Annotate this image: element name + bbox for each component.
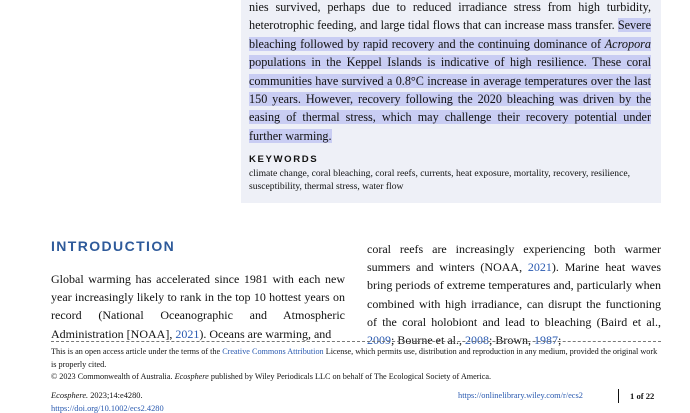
license-text-2: License, which permits use, distribution and reproduction in any medium, provided the original work is properly cited. — [51, 347, 658, 369]
page-number: 1 of 22 — [630, 391, 655, 401]
intro-right-text-5: ; — [557, 333, 562, 348]
intro-right-column — [367, 240, 661, 349]
footer-journal: Ecosphere. — [51, 391, 89, 400]
abstract-plain-text: nies survived, perhaps due to reduced irradiance stress from high turbidity, heterotrophic feeding, and large tidal flows that can increase mass transfer. — [249, 0, 651, 33]
footer-url-link[interactable]: https://onlinelibrary.wiley.com/r/ecs2 — [458, 391, 583, 400]
footer-citation-text: 2023;14:e4280. — [88, 391, 143, 400]
intro-left-text-2: ). Oceans are warming, and — [199, 326, 332, 341]
copyright-text-b: published by Wiley Periodicals LLC on behalf of The Ecological Society of America. — [208, 372, 492, 382]
footer-doi-link[interactable]: https://doi.org/10.1002/ecs2.4280 — [51, 404, 164, 413]
footer-separator — [618, 389, 619, 403]
citation-link[interactable]: 2021 — [175, 326, 200, 341]
intro-left-column — [51, 270, 345, 343]
citation-link[interactable]: 2021 — [527, 260, 552, 275]
copyright-journal: Ecosphere — [174, 372, 209, 382]
keywords-text: climate change, coral bleaching, coral reefs, currents, heat exposure, mortality, recovery, resilience, susceptibility, thermal stress, water flow — [249, 168, 630, 192]
abstract-highlight-2: populations in the Keppel Islands is indicative of high resilience. These coral communities have survived a 0.8°C increase in average temperatures over the last 150 years. However, recovery following the 2020 bleaching was driven by the easing of thermal stress, which may challenge their recovery potential under further warming. — [249, 55, 651, 143]
abstract-highlight-1: Severe bleaching followed by rapid recovery and the continuing dominance of — [249, 18, 651, 51]
license-note — [51, 346, 661, 384]
copyright-text-a: © 2023 Commonwealth of Australia. — [51, 372, 175, 382]
intro-heading: INTRODUCTION — [51, 238, 176, 254]
intro-right-text-4: ; Brown, — [488, 333, 534, 348]
citation-link[interactable]: 2008 — [464, 333, 489, 348]
citation-link[interactable]: 2009 — [367, 333, 391, 348]
keywords-title: KEYWORDS — [249, 154, 319, 165]
abstract-highlight-italic: Acropora — [604, 36, 651, 51]
citation-link[interactable]: 1987 — [533, 333, 558, 348]
license-text-1: This is an open access article under the terms of the — [51, 347, 223, 356]
footnote-divider — [51, 341, 661, 342]
intro-right-text-3: ; Bourne et al., — [391, 333, 465, 348]
intro-left-text-1: Global warming has accelerated since 1981 with each new year increasingly likely to rank in the top 10 hottest years on record (National Oceanographic and Atmospheric Administration [NOAA], — [51, 272, 345, 341]
license-link[interactable]: Creative Commons Attribution — [222, 347, 324, 356]
intro-right-text-2: ). Marine heat waves bring periods of extreme temperatures and, particularly when combined with high irradiance, can disrupt the functioning of the coral holobiont and lead to bleaching (Baird et al., — [367, 260, 661, 329]
intro-right-text-1: coral reefs are increasingly experiencing both warmer summers and winters (NOAA, — [367, 242, 661, 275]
abstract-text — [249, 0, 651, 145]
